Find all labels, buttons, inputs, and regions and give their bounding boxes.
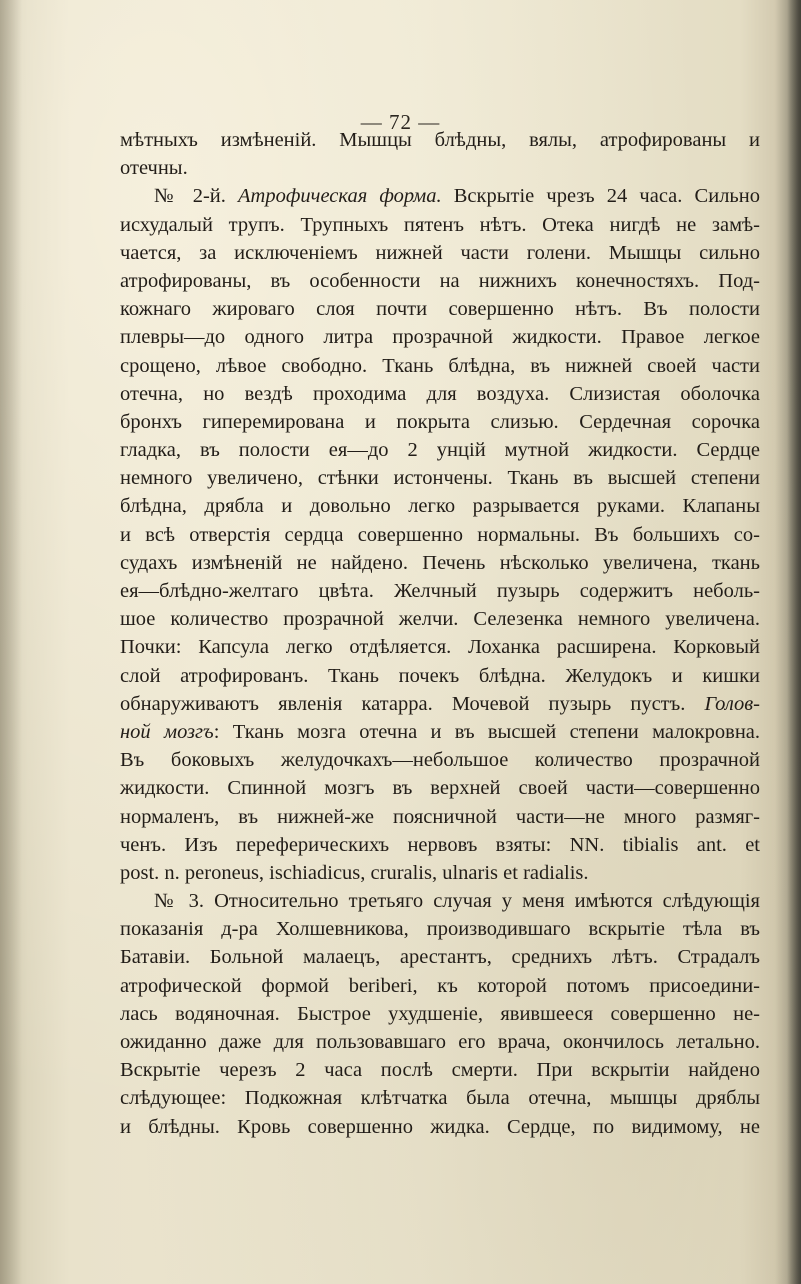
text-line: ея—блѣдно-желтаго цвѣта. Желчный пузырь содержитъ неболь- <box>120 580 760 602</box>
text-line: ченъ. Изъ переферическихъ нервовъ взяты: NN. tibialis ant. et <box>120 833 760 856</box>
page-shadow-right <box>787 0 801 1284</box>
text-line: атрофированы, въ особенности на нижнихъ конечностяхъ. Под- <box>120 269 760 292</box>
page-shadow-left <box>0 0 22 1284</box>
text-line: и всѣ отверстія сердца совершенно нормальны. Въ большихъ со- <box>120 523 760 546</box>
text-line: отечны. <box>120 157 188 180</box>
text-line: плевры—до одного литра прозрачной жидкости. Правое легкое <box>120 326 760 349</box>
text-line: шое количество прозрачной желчи. Селезенка немного увеличена. <box>120 608 760 631</box>
text-line: лась водяночная. Быстрое ухудшеніе, явившееся совершенно не- <box>120 1002 760 1025</box>
text-line: обнаруживаютъ явленія катарра. Мочевой пузырь пустъ. Голов- <box>120 692 760 715</box>
text-line: блѣдна, дрябла и довольно легко разрывается руками. Клапаны <box>120 495 760 518</box>
text-line: ожиданно даже для пользовавшаго его врача, окончилось летально. <box>120 1031 760 1053</box>
text-line: срощено, лѣвое свободно. Ткань блѣдна, въ нижней своей части <box>120 354 760 377</box>
text-line: Вскрытіе черезъ 2 часа послѣ смерти. При вскрытіи найдено <box>120 1059 760 1082</box>
text-line: post. n. peroneus, ischiadicus, cruralis, ulnaris et radialis. <box>120 861 589 884</box>
text-line: № 3. Относительно третьяго случая у меня имѣются слѣдующія <box>154 890 760 913</box>
text-line: Батавіи. Больной малаецъ, арестантъ, среднихъ лѣтъ. Страдалъ <box>120 946 760 969</box>
text-line: гладка, въ полости ея—до 2 унцій мутной жидкости. Сердце <box>120 439 760 462</box>
text-line: Въ боковыхъ желудочкахъ—небольшое количество прозрачной <box>120 749 760 772</box>
text-line: кожнаго жироваго слоя почти совершенно нѣтъ. Въ полости <box>120 298 760 321</box>
text-line: слѣдующее: Подкожная клѣтчатка была отечна, мышцы дряблы <box>120 1087 760 1110</box>
text-line: ной мозгъ: Ткань мозга отечна и въ высшей степени малокровна. <box>120 720 761 743</box>
text-line: слой атрофированъ. Ткань почекъ блѣдна. Желудокъ и кишки <box>120 664 760 687</box>
text-line: атрофической формой beriberi, къ которой потомъ присоедини- <box>120 974 760 997</box>
text-line: немного увеличено, стѣнки истончены. Ткань въ высшей степени <box>120 467 760 490</box>
text-line: отечна, но вездѣ проходима для воздуха. Слизистая оболочка <box>120 382 760 405</box>
text-line: показанія д-ра Холшевникова, производившаго вскрытіе тѣла въ <box>120 918 760 941</box>
text-line: жидкости. Спинной мозгъ въ верхней своей части—совершенно <box>120 777 760 800</box>
body-text <box>120 126 760 1141</box>
text-line: № 2-й. Атрофическая форма. Вскрытіе чрезъ 24 часа. Сильно <box>154 185 760 208</box>
page-number: — 72 — <box>360 110 441 134</box>
text-line: мѣтныхъ измѣненій. Мышцы блѣдны, вялы, атрофированы и <box>120 129 760 151</box>
text-line: нормаленъ, въ нижней-же поясничной части—не много размяг- <box>120 805 760 828</box>
text-line: чается, за исключеніемъ нижней части голени. Мышцы сильно <box>120 241 760 264</box>
text-line: Почки: Капсула легко отдѣляется. Лоханка расширена. Корковый <box>120 636 760 659</box>
text-line: судахъ измѣненій не найдено. Печень нѣсколько увеличена, ткань <box>120 551 760 574</box>
text-line: исхудалый трупъ. Трупныхъ пятенъ нѣтъ. Отека нигдѣ не замѣ- <box>120 213 760 236</box>
text-line: бронхъ гиперемирована и покрыта слизью. Сердечная сорочка <box>120 410 760 433</box>
text-line: и блѣдны. Кровь совершенно жидка. Сердце, по видимому, не <box>120 1115 760 1138</box>
